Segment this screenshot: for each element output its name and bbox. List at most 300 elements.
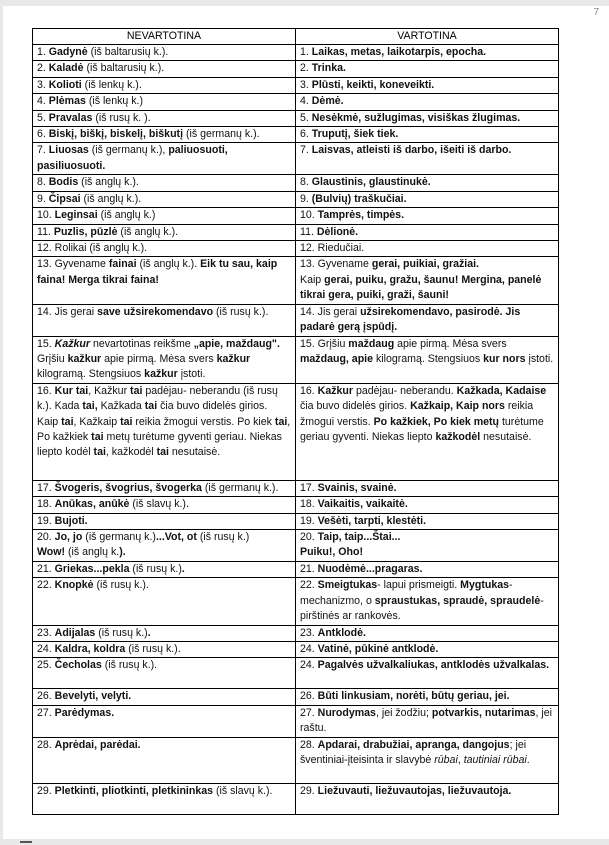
vartotina-cell [296, 625, 559, 641]
text-run: 1. [300, 46, 312, 58]
text-run: 4. [37, 95, 49, 108]
bold-term: Liuosas [48, 144, 89, 157]
bold-term: Plūsti, keikti, koneveikti. [311, 78, 435, 91]
text-run: čia buvo didelės girios. [300, 400, 411, 413]
text-run: , [457, 754, 464, 766]
table-header-row [33, 29, 559, 45]
bold-term: Anūkas, anūkė [54, 498, 130, 511]
document-page [3, 6, 609, 839]
bold-term: Svainis, svainė. [317, 481, 397, 494]
bold-term: . [147, 626, 151, 639]
bold-term: Antklodė. [317, 626, 366, 639]
bold-term: gerai, puikiai, gražiai. [371, 258, 479, 271]
text-run: padėjau- neberandu (iš rusų k.). Kada [37, 384, 278, 413]
bold-term: fainai [108, 258, 137, 271]
text-run: 29. [300, 784, 318, 797]
text-run: metų turėtume gyventi geriau. Niekas liepto kodėl [37, 430, 282, 459]
bold-term: tai [61, 415, 74, 428]
vartotina-cell [296, 45, 559, 61]
vartotina-cell [296, 208, 559, 224]
nevartotina-cell [33, 241, 296, 257]
bold-term: Kaladė [48, 62, 84, 75]
table-row [33, 625, 559, 641]
vartotina-cell [296, 561, 559, 577]
bold-term: Laisvas, atleisti iš darbo, išeiti iš darbo. [311, 144, 512, 157]
bold-term: kažkodėl [435, 430, 481, 443]
nevartotina-cell [33, 191, 296, 207]
text-run: 22. [300, 579, 318, 592]
bold-term: tai [93, 446, 106, 459]
bold-term: Pagalvės užvalkaliukas, antklodės užvalkalas. [317, 659, 550, 672]
bold-term: Bodis [48, 176, 79, 189]
text-run: 26. [37, 690, 55, 703]
nevartotina-cell [33, 45, 296, 61]
bold-term: Puzlis, pūzlė [53, 225, 118, 238]
table-row [33, 257, 559, 304]
text-run: 2. [300, 62, 312, 75]
text-run: 8. [37, 176, 49, 189]
table-row [33, 61, 559, 77]
bold-term: Gadynė [48, 46, 88, 58]
text-run: turėtume geriau gyventi. Niekas liepto [300, 415, 544, 443]
text-run: 15. [37, 337, 55, 350]
bold-term: tai [120, 415, 133, 428]
table-row [33, 175, 559, 191]
bold-term: potvarkis, nutarimas [431, 706, 536, 719]
text-run: -mechanizmo, o [300, 579, 513, 607]
vartotina-cell [296, 175, 559, 191]
bold-term: Vatinė, pūkinė antklodė. [317, 642, 439, 655]
nevartotina-cell [33, 61, 296, 77]
bold-term: Apdarai, drabužiai, apranga, dangojus [317, 738, 510, 751]
bold-term: Dėlionė. [316, 225, 359, 238]
text-run: . [526, 754, 530, 766]
text-run: 24. [300, 642, 318, 655]
text-run: 9. [37, 192, 49, 205]
text-run: 20. [300, 530, 318, 543]
text-run: 15. Grįšiu [300, 337, 349, 350]
bold-term: kažkur [216, 352, 251, 365]
text-run: 3. [37, 78, 49, 91]
bold-term: Eik tu sau, kaip faina! Merga tikrai faina! [37, 258, 278, 286]
text-run: 12. Riedučiai. [300, 242, 365, 255]
text-run: 24. [300, 659, 318, 672]
text-run: (iš rusų k.) [95, 626, 148, 639]
text-run: - pirštinės ar rankovės. [300, 594, 544, 623]
bold-term: . [181, 562, 185, 575]
bold-term: Laikas, metas, laikotarpis, epocha. [311, 46, 487, 58]
text-run: (iš lenkų k.) [85, 95, 143, 108]
text-run: Kaip [300, 273, 325, 286]
text-run: 16. [37, 384, 55, 397]
text-run: 18. [300, 498, 318, 511]
text-run: (iš anglų k.). [78, 176, 139, 189]
bold-term: Vaikaitis, vaikaitė. [317, 498, 408, 511]
text-run: , jei žodžiu; [375, 706, 432, 719]
bold-term: Taip, taip...Štai... [317, 530, 401, 543]
nevartotina-cell [33, 94, 296, 110]
next-page-marker [20, 841, 32, 843]
header-nevartotina: NEVARTOTINA [33, 29, 296, 45]
text-run: reikia žmogui verstis. [300, 400, 534, 428]
text-run: (iš germanų k.), [88, 144, 169, 157]
header-vartotina: VARTOTINA [296, 29, 559, 45]
table-row [33, 658, 559, 689]
text-run: (iš baltarusių k.). [87, 46, 169, 58]
vartotina-cell [296, 513, 559, 529]
text-run: nevartotinas reikšme [90, 337, 194, 350]
page-number: 7 [593, 7, 599, 18]
text-run: tautiniai rūbai [463, 754, 527, 766]
bold-term: Kažkaip, Kaip nors [410, 400, 505, 413]
bold-term: spraustukas, spraudė, spraudelė [374, 594, 541, 607]
bold-term: Po kažkiek, Po kiek metų [373, 415, 500, 428]
nevartotina-cell [33, 77, 296, 93]
vartotina-cell [296, 529, 559, 561]
vartotina-cell [296, 241, 559, 257]
bold-term: Pravalas [48, 111, 93, 124]
nevartotina-cell [33, 737, 296, 783]
text-run: nesutaisė. [168, 446, 221, 459]
vartotina-cell [296, 304, 559, 336]
text-run: (iš rusų k.) [196, 530, 250, 543]
text-run: 22. [37, 579, 55, 592]
bold-term: Aprėdai, parėdai. [54, 738, 141, 751]
text-run: 19. [37, 514, 55, 527]
text-run: 7. [37, 144, 49, 157]
table-row [33, 689, 559, 705]
table-row [33, 705, 559, 737]
bold-term: paliuosuoti, pasiliuosuoti. [37, 144, 228, 172]
bold-term: (Bulvių) traškučiai. [311, 192, 407, 205]
table-row [33, 127, 559, 143]
bold-term: save užsirekomendavo [97, 305, 214, 318]
bold-term: Būti linkusiam, norėti, būtų geriau, jei. [317, 690, 510, 703]
text-run: 29. [37, 784, 55, 797]
vartotina-cell [296, 783, 559, 814]
text-run: (iš rusų k. ). [92, 111, 151, 124]
text-run: Grįšiu [37, 352, 68, 365]
bold-term: Tamprės, timpės. [317, 209, 405, 222]
text-run: kilogramą. Stengsiuos [373, 352, 484, 365]
text-run: (iš germanų k.) [82, 530, 156, 543]
bold-term: Puiku!, Oho! [300, 546, 363, 559]
text-run: (iš slavų k.). [129, 498, 189, 511]
text-run: 28. [300, 738, 318, 751]
table-row [33, 383, 559, 480]
text-run: 10. [37, 209, 55, 222]
text-run: 25. [37, 659, 55, 672]
bold-term: kažkur [67, 352, 102, 365]
bold-term: ). [119, 546, 126, 559]
text-run: 16. [300, 384, 318, 397]
text-run: 6. [300, 128, 312, 141]
table-row [33, 304, 559, 336]
nevartotina-cell [33, 143, 296, 175]
text-run: 3. [300, 78, 312, 91]
text-run: , Kažkaip [73, 415, 121, 428]
table-row [33, 641, 559, 657]
bold-term: Mygtukas [460, 579, 510, 592]
text-run: (iš lenkų k.). [81, 78, 142, 91]
text-run: 14. Jis gerai [300, 305, 361, 318]
bold-term: Vešėti, tarpti, klestėti. [317, 514, 427, 527]
bold-term: Nurodymas [317, 706, 376, 719]
bold-term: Adijalas [54, 626, 96, 639]
bold-term: Griekas...pekla [54, 562, 130, 575]
nevartotina-cell [33, 383, 296, 480]
text-run: (iš rusų k.). [125, 642, 181, 655]
text-run: , jei raštu. [300, 706, 553, 735]
bold-term: Leginsai [54, 209, 98, 222]
table-row [33, 191, 559, 207]
nevartotina-cell [33, 480, 296, 496]
text-run: apie pirmą. Mėsa svers [394, 337, 507, 350]
text-run: 27. [300, 706, 318, 719]
text-run: (iš germanų k.). [201, 481, 279, 494]
table-body [33, 45, 559, 815]
table-row [33, 77, 559, 93]
table-row [33, 529, 559, 561]
bold-term: Kažkada, Kadaise [456, 384, 547, 397]
table-row [33, 497, 559, 513]
vartotina-cell [296, 77, 559, 93]
text-run: čia buvo didelės girios. Kaip [37, 400, 268, 428]
text-run: 4. [300, 95, 312, 108]
text-run: 5. [37, 111, 49, 124]
text-run: 20. [37, 530, 55, 543]
bold-term: Pletkinti, pliotkinti, pletkininkas [54, 784, 214, 797]
table-row [33, 208, 559, 224]
text-run: 21. [37, 562, 55, 575]
vartotina-cell [296, 737, 559, 783]
text-run: , Po kažkiek [37, 415, 291, 443]
text-run: 18. [37, 498, 55, 511]
text-run: rūbai [434, 754, 458, 766]
table-row [33, 513, 559, 529]
text-run: 17. [300, 481, 318, 494]
text-run: 26. [300, 690, 318, 703]
text-run: Kažkada [97, 400, 145, 413]
nevartotina-cell [33, 561, 296, 577]
text-run: (iš anglų k.). [80, 192, 142, 205]
table-row [33, 143, 559, 175]
text-run: 12. Rolikai (iš anglų k.). [37, 242, 148, 255]
bold-term: Liežuvauti, liežuvautojas, liežuvautoja. [317, 784, 512, 797]
vartotina-cell [296, 143, 559, 175]
nevartotina-cell [33, 578, 296, 625]
text-run: 6. [37, 128, 49, 141]
vartotina-cell [296, 658, 559, 689]
bold-term: Truputį, šiek tiek. [311, 128, 399, 141]
text-run: įstoti. [525, 352, 554, 365]
bold-term: Wow! [37, 546, 66, 559]
bold-term: Kur tai [54, 384, 89, 397]
vartotina-cell [296, 480, 559, 496]
text-run: apie pirmą. Mėsa svers [101, 352, 217, 365]
bold-term: Dėmė. [311, 95, 344, 108]
page-gap [0, 839, 609, 845]
text-run: 23. [37, 626, 55, 639]
text-run: 14. Jis gerai [37, 305, 98, 318]
vartotina-cell [296, 257, 559, 304]
table-row [33, 480, 559, 496]
text-run: (iš rusų k.). [93, 579, 149, 592]
nevartotina-cell [33, 257, 296, 304]
bold-term: Švogeris, švogrius, švogerka [54, 481, 202, 494]
bold-term: šaunu! Mergina, panelė tikrai gera, puiki, graži, šauni! [300, 273, 542, 302]
bold-term: tai [91, 430, 104, 443]
text-run: - lapui prismeigti. [377, 579, 461, 592]
table-row [33, 737, 559, 783]
bold-term: Čipsai [48, 192, 81, 205]
nevartotina-cell [33, 110, 296, 126]
bold-term: Kolioti [48, 78, 82, 91]
bold-term: tai [156, 446, 169, 459]
bold-term: tai [144, 400, 158, 413]
bold-term: maždaug, apie [300, 352, 373, 365]
text-run: 2. [37, 62, 49, 75]
bold-term: „apie, maždaug". [193, 337, 280, 350]
vartotina-cell [296, 224, 559, 240]
text-run: (iš rusų k.). [213, 305, 269, 318]
text-run: 5. [300, 111, 312, 124]
text-run: 8. [300, 176, 312, 189]
bold-term: Trinka. [311, 62, 346, 75]
table-row [33, 224, 559, 240]
text-run: 1. [37, 46, 49, 58]
nevartotina-cell [33, 529, 296, 561]
text-run: reikia žmogui verstis. Po kiek [132, 415, 275, 428]
nevartotina-cell [33, 497, 296, 513]
vartotina-cell [296, 705, 559, 737]
table-row [33, 783, 559, 814]
nevartotina-cell [33, 625, 296, 641]
text-run: 21. [300, 562, 318, 575]
text-run: 19. [300, 514, 318, 527]
nevartotina-cell [33, 783, 296, 814]
bold-term: Kaldra, koldra [54, 642, 126, 655]
text-run: 7. [300, 144, 312, 157]
text-run: ; jei šventiniai-įteisinta ir slavybė [300, 738, 527, 766]
text-run: (iš anglų k.) [97, 209, 156, 222]
bold-term: maždaug [348, 337, 395, 350]
text-run: (iš rusų k.) [129, 562, 182, 575]
text-run: 13. Gyvename [37, 258, 109, 271]
vartotina-cell [296, 689, 559, 705]
bold-term: Biskį, biškį, biskelį, biškutį [48, 128, 184, 141]
text-run: 23. [300, 626, 318, 639]
bold-term: kažkur [144, 368, 178, 381]
table-row [33, 110, 559, 126]
bold-term: Plėmas [48, 95, 86, 108]
bold-term: Smeigtukas [317, 579, 378, 592]
text-run: (iš slavų k.). [213, 784, 273, 797]
text-run: , kažkodėl [105, 446, 157, 459]
bold-term: gerai, puiku, gražu, [324, 273, 421, 286]
vartotina-cell [296, 94, 559, 110]
bold-term: Glaustinis, glaustinukė. [311, 176, 431, 189]
bold-term: Knopkė [54, 579, 94, 592]
text-run: padėjau- neberandu. [353, 384, 457, 397]
text-run: (iš baltarusių k.). [83, 62, 165, 75]
text-run: 13. Gyvename [300, 258, 372, 271]
vartotina-cell [296, 383, 559, 480]
bold-term: kur nors [483, 352, 526, 365]
bold-term: Jo, jo [54, 530, 83, 543]
text-run: (iš germanų k.). [183, 128, 260, 141]
text-run: 11. [37, 225, 54, 238]
text-run: (iš anglų k.). [136, 258, 201, 271]
nevartotina-cell [33, 689, 296, 705]
bold-term: ...Vot, ot [155, 530, 197, 543]
nevartotina-cell [33, 208, 296, 224]
table-row [33, 561, 559, 577]
text-run: 11. [300, 225, 317, 238]
vartotina-cell [296, 191, 559, 207]
text-run: 27. [37, 706, 55, 719]
text-run: įstoti. [177, 368, 206, 381]
table-row [33, 336, 559, 383]
text-run: , Kažkur [88, 384, 131, 397]
word-usage-table [32, 28, 559, 815]
text-run: 28. [37, 738, 55, 751]
bold-term: Čecholas [54, 659, 102, 672]
bold-term: tai [274, 415, 288, 428]
nevartotina-cell [33, 175, 296, 191]
bold-term: Bevelyti, velyti. [54, 690, 132, 703]
vartotina-cell [296, 578, 559, 625]
bold-term: Parėdymas. [54, 706, 115, 719]
nevartotina-cell [33, 513, 296, 529]
text-run: 17. [37, 481, 55, 494]
bold-term: Kažkur [54, 337, 90, 350]
table-row [33, 578, 559, 625]
text-run: kilogramą. Stengsiuos [37, 368, 145, 381]
nevartotina-cell [33, 658, 296, 689]
bold-term: Kažkur [317, 384, 353, 397]
vartotina-cell [296, 127, 559, 143]
nevartotina-cell [33, 336, 296, 383]
table-row [33, 241, 559, 257]
text-run: (iš anglų k.). [117, 225, 179, 238]
text-run: 9. [300, 192, 312, 205]
vartotina-cell [296, 61, 559, 77]
table-row [33, 94, 559, 110]
nevartotina-cell [33, 304, 296, 336]
text-run: nesutaisė. [480, 430, 532, 443]
nevartotina-cell [33, 224, 296, 240]
text-run: 24. [37, 642, 55, 655]
vartotina-cell [296, 641, 559, 657]
vartotina-cell [296, 497, 559, 513]
text-run: (iš rusų k.). [101, 659, 158, 672]
vartotina-cell [296, 336, 559, 383]
text-run: 10. [300, 209, 318, 222]
text-run: (iš anglų k. [65, 546, 120, 559]
bold-term: Nuodėmė...pragaras. [317, 562, 423, 575]
table-row [33, 45, 559, 61]
nevartotina-cell [33, 705, 296, 737]
bold-term: užsirekomendavo, pasirodė. Jis padarė gerą įspūdį. [300, 305, 521, 334]
nevartotina-cell [33, 127, 296, 143]
bold-term: tai [130, 384, 143, 397]
nevartotina-cell [33, 641, 296, 657]
bold-term: tai, [82, 400, 98, 413]
vartotina-cell [296, 110, 559, 126]
bold-term: Nesėkmė, sužlugimas, visiškas žlugimas. [311, 111, 521, 124]
bold-term: Bujoti. [54, 514, 88, 527]
